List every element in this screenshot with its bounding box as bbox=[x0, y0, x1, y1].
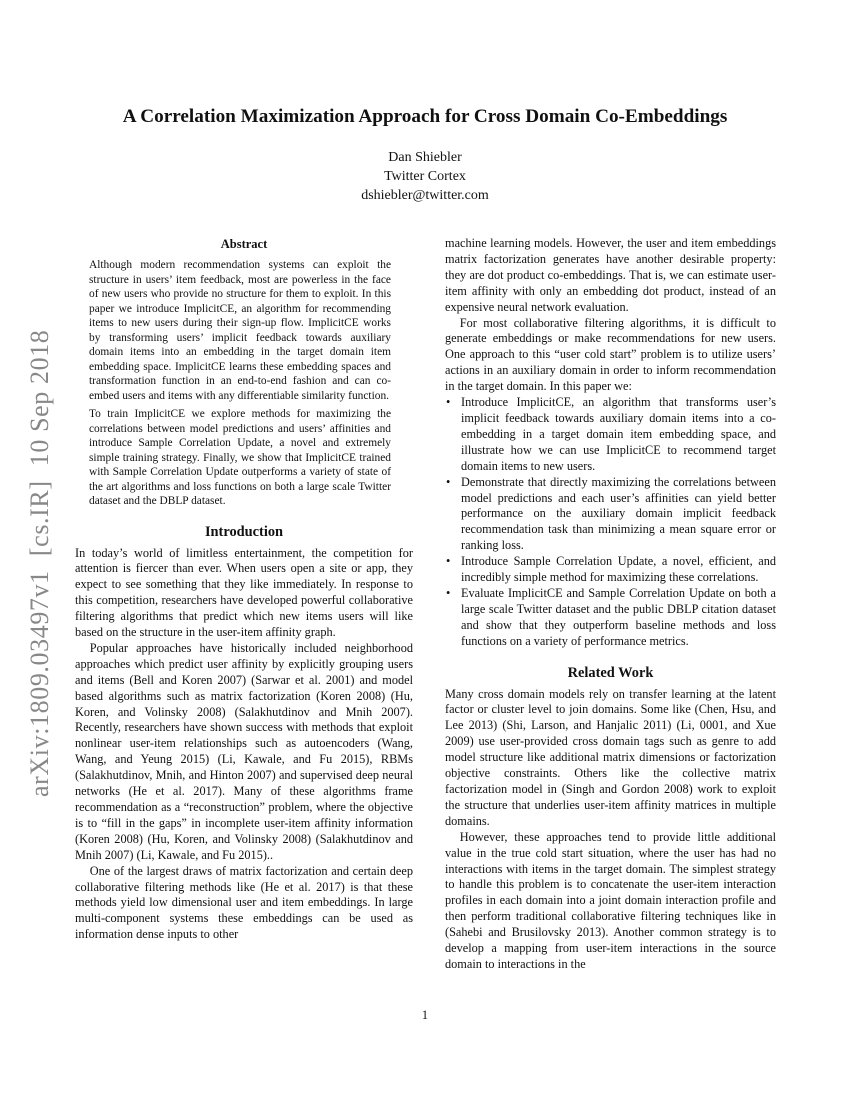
list-item bbox=[445, 554, 776, 586]
list-item-text: Introduce ImplicitCE, an algorithm that transforms user’s implicit feedback towards auxiliary domain items into a co-embedding in a target domain item embedding space, and illustrate how we can use ImplicitCE to recommend target domain items to new users. bbox=[461, 395, 776, 473]
intro-paragraph: In today’s world of limitless entertainment, the competition for attention is fiercer than ever. When users open a site or app, they expect to see something that they like immediately. In response to this competition, researchers have developed powerful collaborative filtering algorithms that predict which new items users will like based on the structure in the user-item affinity graph. bbox=[75, 545, 413, 640]
bullet-icon: • bbox=[446, 474, 451, 489]
author-block bbox=[275, 148, 575, 205]
list-item bbox=[445, 395, 776, 475]
bullet-icon: • bbox=[446, 585, 451, 600]
list-item-text: Introduce Sample Correlation Update, a novel, efficient, and incredibly simple method for maximizing these correlations. bbox=[461, 554, 776, 585]
right-column bbox=[445, 236, 776, 973]
arxiv-stamp bbox=[14, 300, 58, 800]
abstract-paragraph: To train ImplicitCE we explore methods for maximizing the correlations between model predictions and users’ affinities and introduce Sample Correlation Update, a novel and extremely simple training strategy. Finally, we show that ImplicitCE trained with Sample Correlation Update outperforms a variety of state of the art algorithms and loss functions on both a large scale Twitter dataset and the DBLP dataset. bbox=[89, 408, 391, 507]
abstract-body bbox=[89, 258, 391, 509]
bullet-icon: • bbox=[446, 395, 451, 410]
intro-paragraph: For most collaborative filtering algorithms, it is difficult to generate embeddings or make recommendations for new users. One approach to this “user cold start” problem is to utilize users’ actions in an auxiliary domain in order to inform recommendation in the target domain. In this paper we: bbox=[445, 315, 776, 394]
intro-paragraph-continued: machine learning models. However, the user and item embeddings matrix factorization generates have another desirable property: they are dot product co-embeddings. That is, we can estimate user-item affinity with only an embedding dot product, instead of an expensive neural network evaluation. bbox=[445, 236, 776, 314]
abstract-heading: Abstract bbox=[220, 237, 268, 251]
paper-title: A Correlation Maximization Approach for Cross Domain Co-Embeddings bbox=[122, 106, 728, 127]
author-affiliation: Twitter Cortex bbox=[384, 169, 466, 184]
list-item-text: Evaluate ImplicitCE and Sample Correlation Update on both a large scale Twitter dataset and the public DBLP citation dataset and show that they outperform baseline methods and loss functions on a variety of performance metrics. bbox=[461, 585, 776, 648]
related-work-paragraph: However, these approaches tend to provide little additional value in the true cold start situation, where the user has had no interactions with items in the target domain. The simplest strategy to handle this problem is to concatenate the user-item interaction profiles in each domain into a joint domain interaction profile and then perform traditional collaborative filtering techniques like in (Sahebi and Brusilovsky 2013). Another common strategy is to develop a mapping from user-item interactions in the source domain to interactions in the bbox=[445, 829, 776, 971]
abstract-paragraph: Although modern recommendation systems can exploit the structure in users’ item feedback, most are powerless in the face of new users who provide no structure for them to exploit. In this paper we introduce ImplicitCE, an algorithm for recommending items to new users during their sign-up flow. ImplicitCE works by transforming users’ implicit feedback towards auxiliary domain items into an embedding in the target domain item embedding space. ImplicitCE learns these embedding spaces and transformation function in an end-to-end fashion and can co-embed users and items with any differentiable similarity function. bbox=[89, 259, 391, 402]
introduction-heading: Introduction bbox=[204, 523, 284, 540]
intro-paragraph: Popular approaches have historically included neighborhood approaches which predict user affinity by explicitly grouping users and items (Bell and Koren 2007) (Sarwar et al. 2001) and model based algorithms such as matrix factorization (Koren 2008) (Hu, Koren, and Volinsky 2008) (Salakhutdinov and Mnih 2007). Recently, researchers have shown success with methods that exploit nonlinear user-item relationships such as autoencoders (Wang, Wang, and Yeung 2015) (Li, Kawale, and Fu 2015), RBMs (Salakhutdinov, Mnih, and Hinton 2007) and supervised deep neural networks (He et al. 2017). Many of these algorithms frame recommendation as a “reconstruction” problem, where the objective is to “fill in the gaps” in incomplete user-item affinity information (Koren 2008) (Hu, Koren, and Volinsky 2008) (Salakhutdinov and Mnih 2007) (Li, Kawale, and Fu 2015).. bbox=[75, 640, 413, 862]
arxiv-stamp-text: arXiv:1809.03497v1 [cs.IR] 10 Sep 2018 bbox=[25, 329, 54, 797]
author-email: dshiebler@twitter.com bbox=[361, 188, 489, 203]
list-item bbox=[445, 475, 776, 555]
left-column bbox=[75, 236, 413, 943]
related-work-paragraph: Many cross domain models rely on transfer learning at the latent factor or cluster level to join domains. Some like (Chen, Hsu, and Lee 2013) (Shi, Larson, and Hanjalic 2011) (Li, 0001, and Xue 2009) use user-provided cross domain tags such as genre to add model structure like additional matrix dimensions or factorization objective constraints. Others like the collective matrix factorization model in (Singh and Gordon 2008) work to exploit the structure that underlies user-item affinity matrices in multiple domains. bbox=[445, 686, 776, 828]
contributions-list bbox=[445, 395, 776, 650]
page-number: 1 bbox=[421, 1008, 429, 1022]
list-item-text: Demonstrate that directly maximizing the correlations between model predictions and each user’s affinities can yield better performance on the auxiliary domain implicit feedback recommendation task than minimizing a mean square error or ranking loss. bbox=[461, 474, 776, 553]
author-name: Dan Shiebler bbox=[388, 150, 462, 165]
intro-paragraph: One of the largest draws of matrix factorization and certain deep collaborative filtering methods like (He et al. 2017) is that these methods yield low dimensional user and item embeddings. In large multi-component systems these embeddings can be used as information dense inputs to other bbox=[75, 863, 413, 942]
bullet-icon: • bbox=[446, 554, 451, 569]
related-work-heading: Related Work bbox=[567, 664, 654, 681]
list-item bbox=[445, 586, 776, 650]
